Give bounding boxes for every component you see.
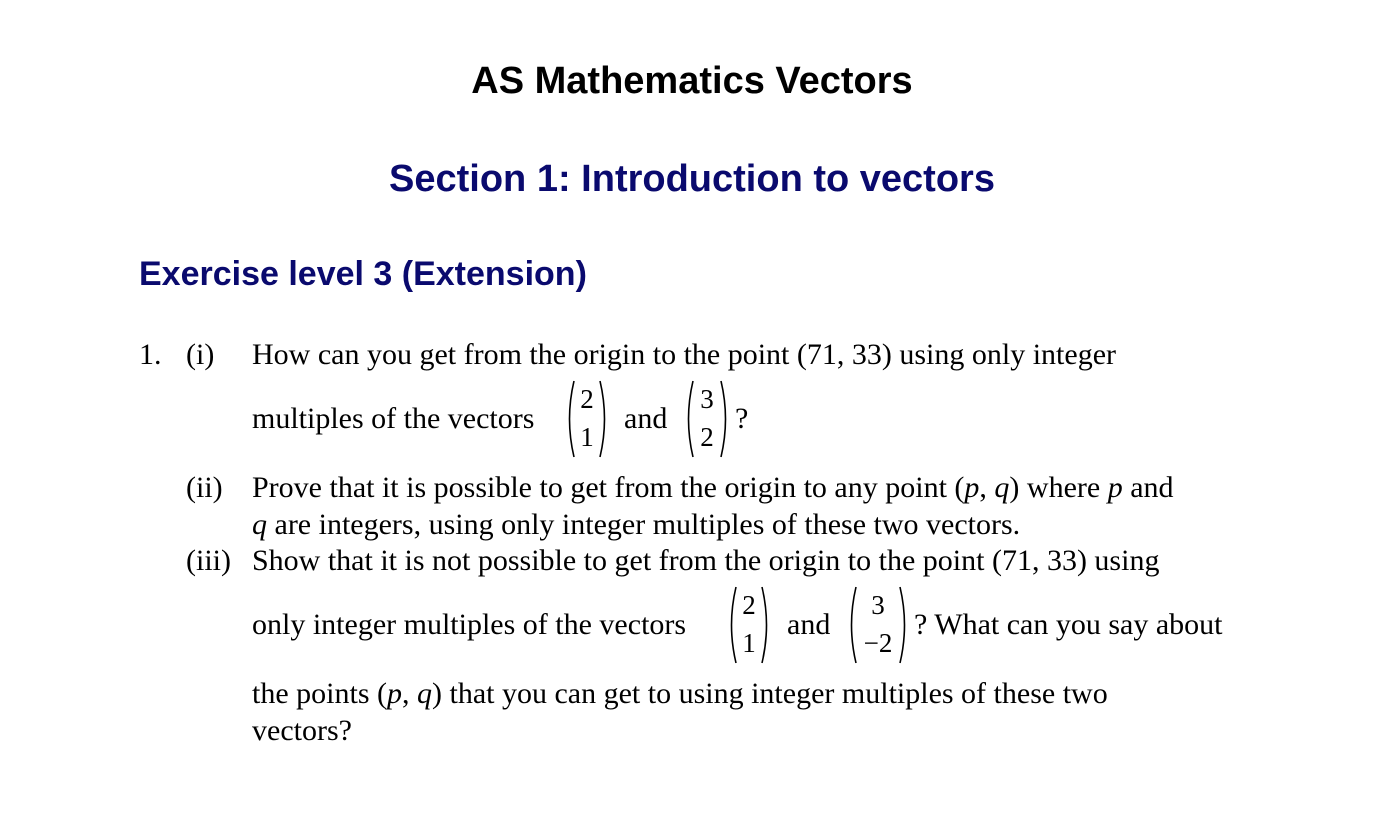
part-i-line-2-text: multiples of the vectors — [252, 402, 535, 435]
part-ii-line-2: q are integers, using only integer multiples of these two vectors. — [252, 508, 1021, 541]
question-mark: ? — [735, 402, 749, 435]
and-text: and — [787, 608, 831, 641]
vector-top-entry: 3 — [700, 384, 714, 414]
part-iii-line-2-tail: ? What can you say about — [914, 608, 1223, 641]
vector-top-entry: 2 — [742, 590, 756, 620]
exercise-heading: Exercise level 3 (Extension) — [139, 255, 587, 293]
part-iii-line-2-text: only integer multiples of the vectors — [252, 608, 687, 641]
right-paren-icon — [719, 379, 731, 459]
right-paren-icon — [598, 379, 610, 459]
vector-bottom-entry: −2 — [863, 628, 893, 658]
part-i-label: (i) — [186, 338, 215, 371]
document-title: AS Mathematics Vectors — [471, 60, 913, 102]
part-iii-line-3: the points (p, q) that you can get to using integer multiples of these two — [252, 677, 1108, 710]
question-number: 1. — [139, 338, 162, 371]
part-i-line-1: How can you get from the origin to the point (71, 33) using only integer — [252, 338, 1117, 371]
part-ii-label: (ii) — [186, 471, 223, 504]
part-iii-line-4: vectors? — [252, 714, 352, 747]
vector-2-1 — [726, 585, 772, 665]
vector-bottom-entry: 2 — [700, 422, 714, 452]
right-paren-icon — [760, 585, 772, 665]
vector-bottom-entry: 1 — [580, 422, 594, 452]
vector-2-1 — [564, 379, 610, 459]
part-iii-label: (iii) — [186, 544, 231, 577]
vector-3-2 — [683, 379, 731, 459]
vector-3-neg2 — [846, 585, 910, 665]
and-text: and — [624, 402, 668, 435]
section-heading: Section 1: Introduction to vectors — [389, 158, 995, 200]
vector-bottom-entry: 1 — [742, 628, 756, 658]
vector-top-entry: 3 — [871, 590, 885, 620]
right-paren-icon — [898, 585, 910, 665]
part-ii-line-1: Prove that it is possible to get from the origin to any point (p, q) where p and — [252, 471, 1174, 504]
part-iii-line-1: Show that it is not possible to get from the origin to the point (71, 33) using — [252, 544, 1160, 577]
vector-top-entry: 2 — [580, 384, 594, 414]
